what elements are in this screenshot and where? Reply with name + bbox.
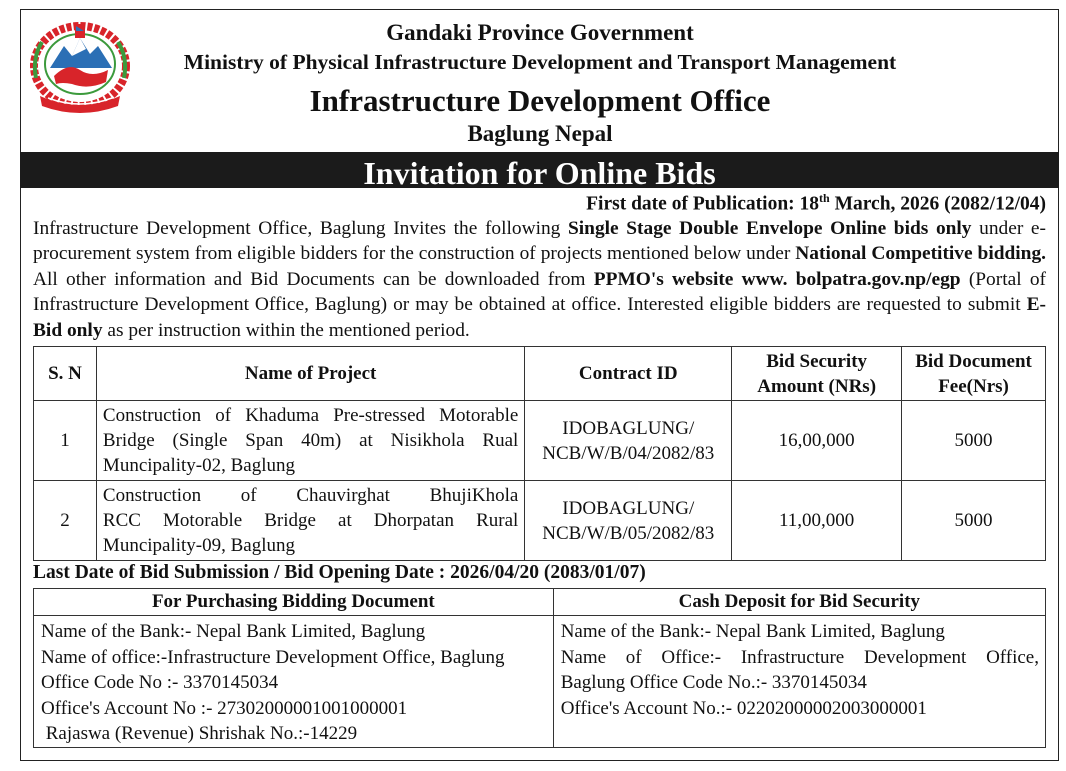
bank-details-row bbox=[34, 616, 1046, 748]
col-project: Name of Project bbox=[96, 347, 524, 401]
province-government: Gandaki Province Government bbox=[386, 20, 694, 45]
table-header-row bbox=[34, 347, 1046, 401]
office-location: Baglung Nepal bbox=[467, 121, 613, 146]
row-sn: 2 bbox=[34, 481, 97, 561]
row-project: Construction of Chauvirghat BhujiKhola RCC Motorable Bridge at Dhorpatan Rural Muncipality-09, Baglung bbox=[96, 481, 524, 561]
invitation-paragraph: Infrastructure Development Office, Baglung Invites the following Single Stage Double Envelope Online bids only under e- procurement system from eligible bidders for the construction of projects mentioned below under National Competitive bidding. All other information and Bid Documents can be downloaded from PPMO's website www. bolpatra.gov.np/egp (Portal of Infrastructure Development Office, Baglung) or may be obtained at office. Interested eligible bidders are requested to submit E-Bid only as per instruction within the mentioned period. bbox=[33, 218, 1047, 341]
ministry-name: Ministry of Physical Infrastructure Development and Transport Management bbox=[183, 50, 897, 74]
publication-date: First date of Publication: 18th March, 2026 (2082/12/04) bbox=[586, 191, 1046, 215]
row-bid-security: 11,00,000 bbox=[732, 481, 902, 561]
cash-deposit-details: Name of the Bank:- Nepal Bank Limited, Baglung Name of Office:- Infrastructure Development Office, Baglung Office Code No.:- 3370145034 Office's Account No.:- 02202000002003000001 bbox=[553, 616, 1045, 748]
row-contract-id: IDOBAGLUNG/ NCB/W/B/04/2082/83 bbox=[525, 401, 732, 481]
notice-title: Invitation for Online Bids bbox=[20, 152, 1059, 188]
col-sn: S. N bbox=[34, 347, 97, 401]
purchasing-details: Name of the Bank:- Nepal Bank Limited, Baglung Name of office:-Infrastructure Development Office, Baglung Office Code No :- 3370145034 Office's Account No :- 27302000001001000001 Rajaswa (Revenue) Shrishak No.:-14229 bbox=[34, 616, 554, 748]
bids-table bbox=[33, 346, 1046, 561]
row-document-fee: 5000 bbox=[902, 401, 1046, 481]
row-project: Construction of Khaduma Pre-stressed Motorable Bridge (Single Span 40m) at Nisikhola Rual Muncipality-02, Baglung bbox=[96, 401, 524, 481]
last-date-line: Last Date of Bid Submission / Bid Opening Date : 2026/04/20 (2083/01/07) bbox=[33, 562, 646, 583]
col-contract-id: Contract ID bbox=[525, 347, 732, 401]
row-contract-id: IDOBAGLUNG/ NCB/W/B/05/2082/83 bbox=[525, 481, 732, 561]
office-name: Infrastructure Development Office bbox=[309, 83, 771, 118]
row-sn: 1 bbox=[34, 401, 97, 481]
table-row bbox=[34, 401, 1046, 481]
row-document-fee: 5000 bbox=[902, 481, 1046, 561]
purchasing-header: For Purchasing Bidding Document bbox=[34, 589, 554, 616]
col-document-fee: Bid Document Fee(Nrs) bbox=[902, 347, 1046, 401]
row-bid-security: 16,00,000 bbox=[732, 401, 902, 481]
bank-details-table bbox=[33, 588, 1046, 748]
col-bid-security: Bid Security Amount (NRs) bbox=[732, 347, 902, 401]
table-row bbox=[34, 481, 1046, 561]
cash-deposit-header: Cash Deposit for Bid Security bbox=[553, 589, 1045, 616]
bank-header-row bbox=[34, 589, 1046, 616]
